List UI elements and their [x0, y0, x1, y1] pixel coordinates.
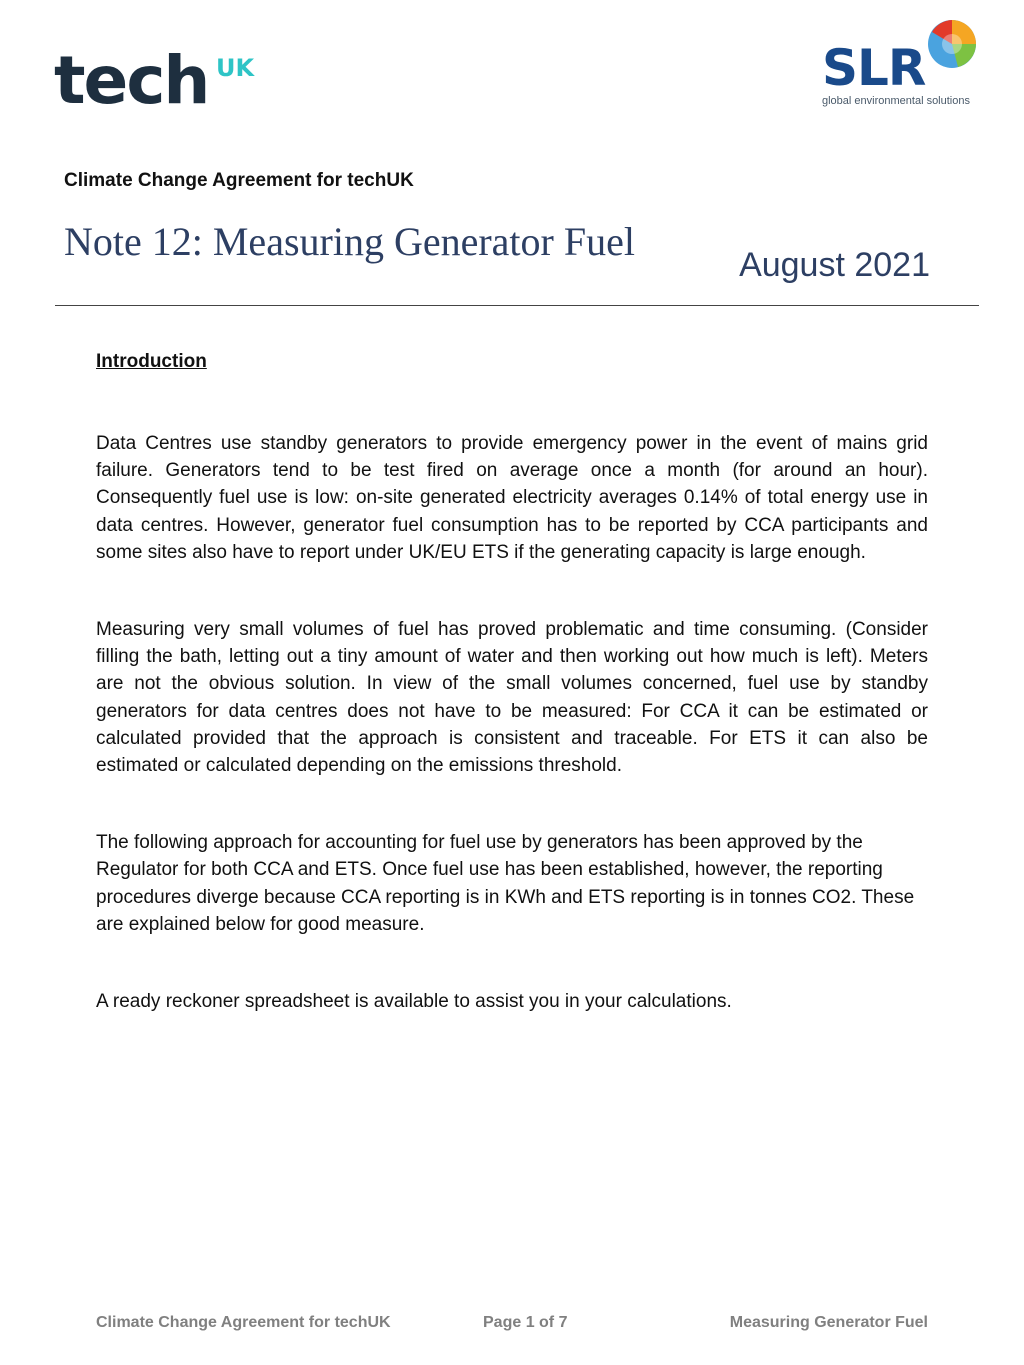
techuk-logo-word: tech — [54, 42, 209, 119]
document-date: August 2021 — [739, 246, 930, 284]
document-subtitle: Climate Change Agreement for techUK — [64, 170, 414, 191]
paragraph: Data Centres use standby generators to provide emergency power in the event of mains grid failure. Generators tend to be test fired on average once a month (for around an hour). Consequently fuel use is low: on-site generated electricity averages 0.14% of total energy use in data centres. However, generator fuel consumption has to be reported by CCA participants and some sites also have to report under UK/EU ETS if the generating capacity is large enough. — [96, 433, 928, 563]
body-content — [96, 346, 928, 1015]
footer-right: Measuring Generator Fuel — [729, 1314, 928, 1331]
paragraph: The following approach for accounting for fuel use by generators has been approved by the Regulator for both CCA and ETS. Once fuel use has been established, however, the reporting procedures diverge because CCA reporting is in KWh and ETS reporting is in tonnes CO2. These are explained below for good measure. — [96, 832, 915, 935]
techuk-logo-superscript: UK — [216, 54, 255, 82]
section-heading: Introduction — [96, 351, 207, 372]
slr-logo-letters: SLR — [822, 39, 926, 97]
page-footer — [96, 1314, 928, 1338]
header-divider — [55, 305, 979, 306]
paragraph: A ready reckoner spreadsheet is available to assist you in your calculations. — [96, 991, 732, 1013]
slr-logo — [820, 16, 980, 112]
paragraph: Measuring very small volumes of fuel has proved problematic and time consuming. (Consider filling the bath, letting out a tiny amount of water and then working out how much is left). Meters are not the obvious solution. In view of the small volumes concerned, fuel use by standby generators for data centres does not have to be measured: For CCA it can be estimated or calculated provided that the approach is consistent and traceable. For ETS it can also be estimated or calculated depending on the emissions threshold. — [96, 619, 928, 777]
footer-page-number: Page 1 of 7 — [483, 1314, 568, 1331]
page-title: Note 12: Measuring Generator Fuel — [64, 219, 635, 264]
slr-logo-tagline: global environmental solutions — [822, 95, 970, 107]
globe-icon — [924, 16, 980, 72]
techuk-logo — [54, 42, 255, 119]
footer-left: Climate Change Agreement for techUK — [96, 1314, 391, 1331]
